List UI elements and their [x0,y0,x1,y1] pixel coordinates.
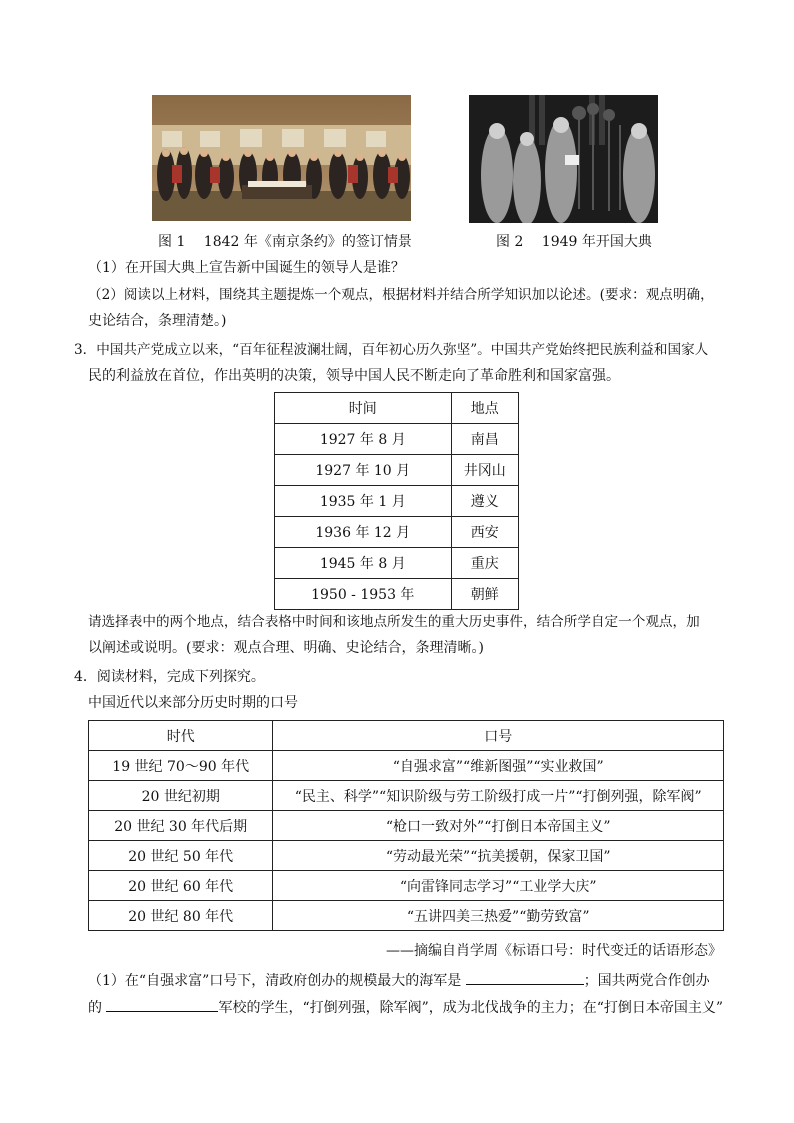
table-cell-slogan: “向雷锋同志学习”“工业学大庆” [273,871,724,901]
table-cell-time: 1935 年 1 月 [275,486,452,517]
table-row [275,579,519,610]
table-cell-place: 井冈山 [451,455,518,486]
answer-blank-2[interactable] [106,997,218,1012]
q3-task-line2: 以阐述或说明。(要求：观点合理、明确、史论结合，条理清晰。) [88,640,484,656]
q2-sub1: （1）在开国大典上宣告新中国诞生的领导人是谁？ [88,260,405,276]
table-cell-place: 南昌 [451,424,518,455]
table-header-place: 地点 [451,393,518,424]
table-cell-slogan: “自强求富”“维新图强”“实业救国” [273,751,724,781]
table-row [89,781,724,811]
table-cell-time: 1945 年 8 月 [275,548,452,579]
table-cell-era: 20 世纪 60 年代 [89,871,273,901]
answer-blank-1[interactable] [466,970,584,985]
table-row [275,486,519,517]
table-cell-era: 20 世纪 80 年代 [89,901,273,931]
q3-task-line1: 请选择表中的两个地点，结合表格中时间和该地点所发生的重大历史事件，结合所学自定一个观点，加 [88,614,700,630]
table-cell-slogan: “五讲四美三热爱”“勤劳致富” [273,901,724,931]
q2-sub2-line1: （2）阅读以上材料，围绕其主题提炼一个观点，根据材料并结合所学知识加以论述。(要求：观点明确， [88,287,714,303]
table-cell-era: 20 世纪 50 年代 [89,841,273,871]
table-cell-era: 20 世纪 30 年代后期 [89,811,273,841]
table-row [275,517,519,548]
q3-line1: 3．中国共产党成立以来，“百年征程波澜壮阔，百年初心历久弥坚”。中国共产党始终把民族利益和国家人 [74,342,709,358]
table-cell-time: 1936 年 12 月 [275,517,452,548]
table-header-row [89,721,724,751]
q3-time-place-table [274,392,519,610]
table-cell-place: 朝鲜 [451,579,518,610]
founding-ceremony-image [469,95,658,223]
table-cell-time: 1927 年 8 月 [275,424,452,455]
q4-slogans-table [88,720,724,931]
q2-sub2-line2: 史论结合，条理清楚。) [88,313,227,329]
table-cell-era: 19 世纪 70～90 年代 [89,751,273,781]
table-row [89,751,724,781]
q4-table-title: 中国近代以来部分历史时期的口号 [88,695,298,711]
table-header-time: 时间 [275,393,452,424]
table-cell-place: 重庆 [451,548,518,579]
treaty-signing-image [152,95,411,221]
table-cell-era: 20 世纪初期 [89,781,273,811]
table-cell-slogan: “民主、科学”“知识阶级与劳工阶级打成一片”“打倒列强，除军阀” [273,781,724,811]
q4-sub1-text-d: 军校的学生，“打倒列强，除军阀”，成为北伐战争的主力；在“打倒日本帝国主义” [218,1000,724,1016]
table-cell-slogan: “枪口一致对外”“打倒日本帝国主义” [273,811,724,841]
q4-sub1-line2 [88,997,723,1018]
table-cell-place: 西安 [451,517,518,548]
q4-sub1-text-c: 的 [88,1000,102,1016]
figure-1-caption: 图 1 1842 年《南京条约》的签订情景 [158,234,412,250]
figure-2-caption: 图 2 1949 年开国大典 [496,234,652,250]
table-cell-time: 1950 - 1953 年 [275,579,452,610]
table-header-row [275,393,519,424]
table-cell-time: 1927 年 10 月 [275,455,452,486]
q4-sub1-line1 [88,970,710,991]
table-row [89,841,724,871]
table-row [275,548,519,579]
table-row [89,901,724,931]
q4-line1: 4．阅读材料，完成下列探究。 [74,669,265,685]
table-header-slogan: 口号 [273,721,724,751]
table-cell-slogan: “劳动最光荣”“抗美援朝，保家卫国” [273,841,724,871]
q4-source: ——摘编自肖学周《标语口号：时代变迁的话语形态》 [386,943,722,959]
q3-line2: 民的利益放在首位，作出英明的决策，领导中国人民不断走向了革命胜利和国家富强。 [88,368,620,384]
table-header-era: 时代 [89,721,273,751]
q4-sub1-text-b: ；国共两党合作创办 [583,973,710,989]
q4-sub1-text-a: （1）在“自强求富”口号下，清政府创办的规模最大的海军是 [88,973,462,989]
table-row [89,871,724,901]
table-row [275,455,519,486]
table-row [89,811,724,841]
table-row [275,424,519,455]
table-cell-place: 遵义 [451,486,518,517]
